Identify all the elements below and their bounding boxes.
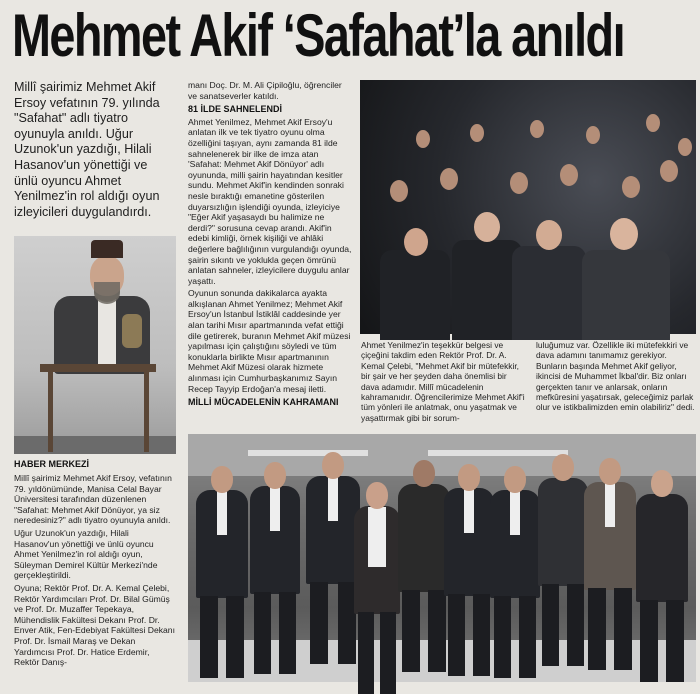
col2-paragraph-2: Oyunun sonunda dakikalarca ayakta alkışlanan Ahmet Yenilmez; Mehmet Akif Ersoy'un İstanbul İstiklâl caddesinde yer alan tarihi Mısır apartmanında vefat ettiği dile getirerek, buranın Mehmet Akif müzesi yapılması için çalıştığını söyledi ve tüm konuklarla birlikte Mısır apartmanının Mehmet Akif Müzesi olarak hizmete alınması için Cumhurbaşkanımız Sayın Recep Tayyip Erdoğan'a mesaj iletti. [188, 288, 351, 394]
col1-paragraph-2: Uğur Uzunok'un yazdığı, Hilali Hasanov'un yönettiği ve ünlü oyuncu Ahmet Yenilmez'in rol aldığı oyun, Süleyman Demirel Kültür Merkezi'nde gerçekleştirildi. [14, 527, 158, 581]
column-1 [14, 473, 176, 670]
col2-paragraph-1: Ahmet Yenilmez, Mehmet Akif Ersoy'u anlatan ilk ve tek tiyatro oyunu olma özelliğini taşıyan, aynı zamanda 81 ilde sahnelenerek bir ilke de imza atan 'Safahat: Mehmet Akif Dönüyor' adlı oyununda, milli şairin hayatından kesitler sundu. Mehmet Akif'in kendinden sonraki nesle bıraktığı emanetine gösterilen duyarsızlığın işlendiği oyunda, izleyiciye "Eğer Akif yaşasaydı bu halimize ne derdi?" sorusuna cevap arandı. Akif'in edebi kimliği, örnek kişiliği ve ahlâki değerlere bağlılığının vurgulandığı oyunda, şairin sıkıntı ve yoklukla geçen ömrünü anlatan sahneler, izleyicilere duygulu anlar yaşattı. [188, 116, 352, 286]
audience-photo [360, 80, 696, 334]
col1-paragraph-3: Oyuna; Rektör Prof. Dr. A. Kemal Çelebi, Rektör Yardımcıları Prof. Dr. Bilal Gümüş ve Prof. Dr. Muzaffer Tepekaya, Mühendislik Fakültesi Dekanı Prof. Dr. Enver Atik, Fen-Edebiyat Fakültesi Dekanı Prof. Dr. İsmail Maraş ve Dekan Yardımcısı Prof. Dr. Hatice Erdemir, Rektör Danış- [14, 582, 175, 668]
column-3: Ahmet Yenilmez'in teşekkür belgesi ve çiçeğini takdim eden Rektör Prof. Dr. A. Kemal Çelebi, "Mehmet Akif bir mütefekkir, bir şair ve her şeyden daha önemlisi bir dava adamıdır. Millî mücadelenin kahramanıdır. Öğrencilerimize Mehmet Akif'i tüm yönleri ile anlatmak, onu yaşatmak ve yaşattırmak gibi bir sorum- [361, 340, 525, 423]
lead-paragraph: Millî şairimiz Mehmet Akif Ersoy vefatının 79. yılında "Safahat" adlı tiyatro oyunuyla anıldı. Uğur Uzunok'un yazdığı, Hilali Hasanov'un yönettiği ve ünlü oyuncu Ahmet Yenilmez'in rol aldığı oyun izleyicileri duygulandırdı. [14, 80, 160, 219]
actor-portrait-photo [14, 236, 176, 454]
byline: HABER MERKEZİ [14, 459, 90, 469]
col1-paragraph-1: Millî şairimiz Mehmet Akif Ersoy, vefatının 79. yıldönümünde, Manisa Celal Bayar Üniversitesi tarafından düzenlenen "Safahat: Mehmet Akif Dönüyor, ya siz neredesiniz?" adlı tiyatro oyunuyla anıldı. [14, 473, 172, 526]
subheading-milli-mucadele: MİLLİ MÜCADELENİN KAHRAMANI [188, 397, 339, 408]
col2-intro: manı Doç. Dr. M. Ali Çipiloğlu, öğrenciler ve sanatseverler katıldı. [188, 80, 342, 101]
column-2 [188, 80, 352, 410]
group-photo [188, 434, 696, 682]
subheading-81-il: 81 İLDE SAHNELENDİ [188, 104, 283, 115]
headline: Mehmet Akif ‘Safahat’la anıldı [12, 2, 625, 69]
column-4: luluğumuz var. Özellikle iki mütefekkiri ve dava adamını tanımamız gerekiyor. Bunların başında Mehmet Akif geliyor, ikincisi de Muhammet İkbal'dir. Biz onları gerçekten tanır ve anlarsak, onların mefkûresini yaşatırsak, geleceğimiz parlak olur ve istikbalimizden emin olabiliriz" dedi. [536, 340, 695, 413]
